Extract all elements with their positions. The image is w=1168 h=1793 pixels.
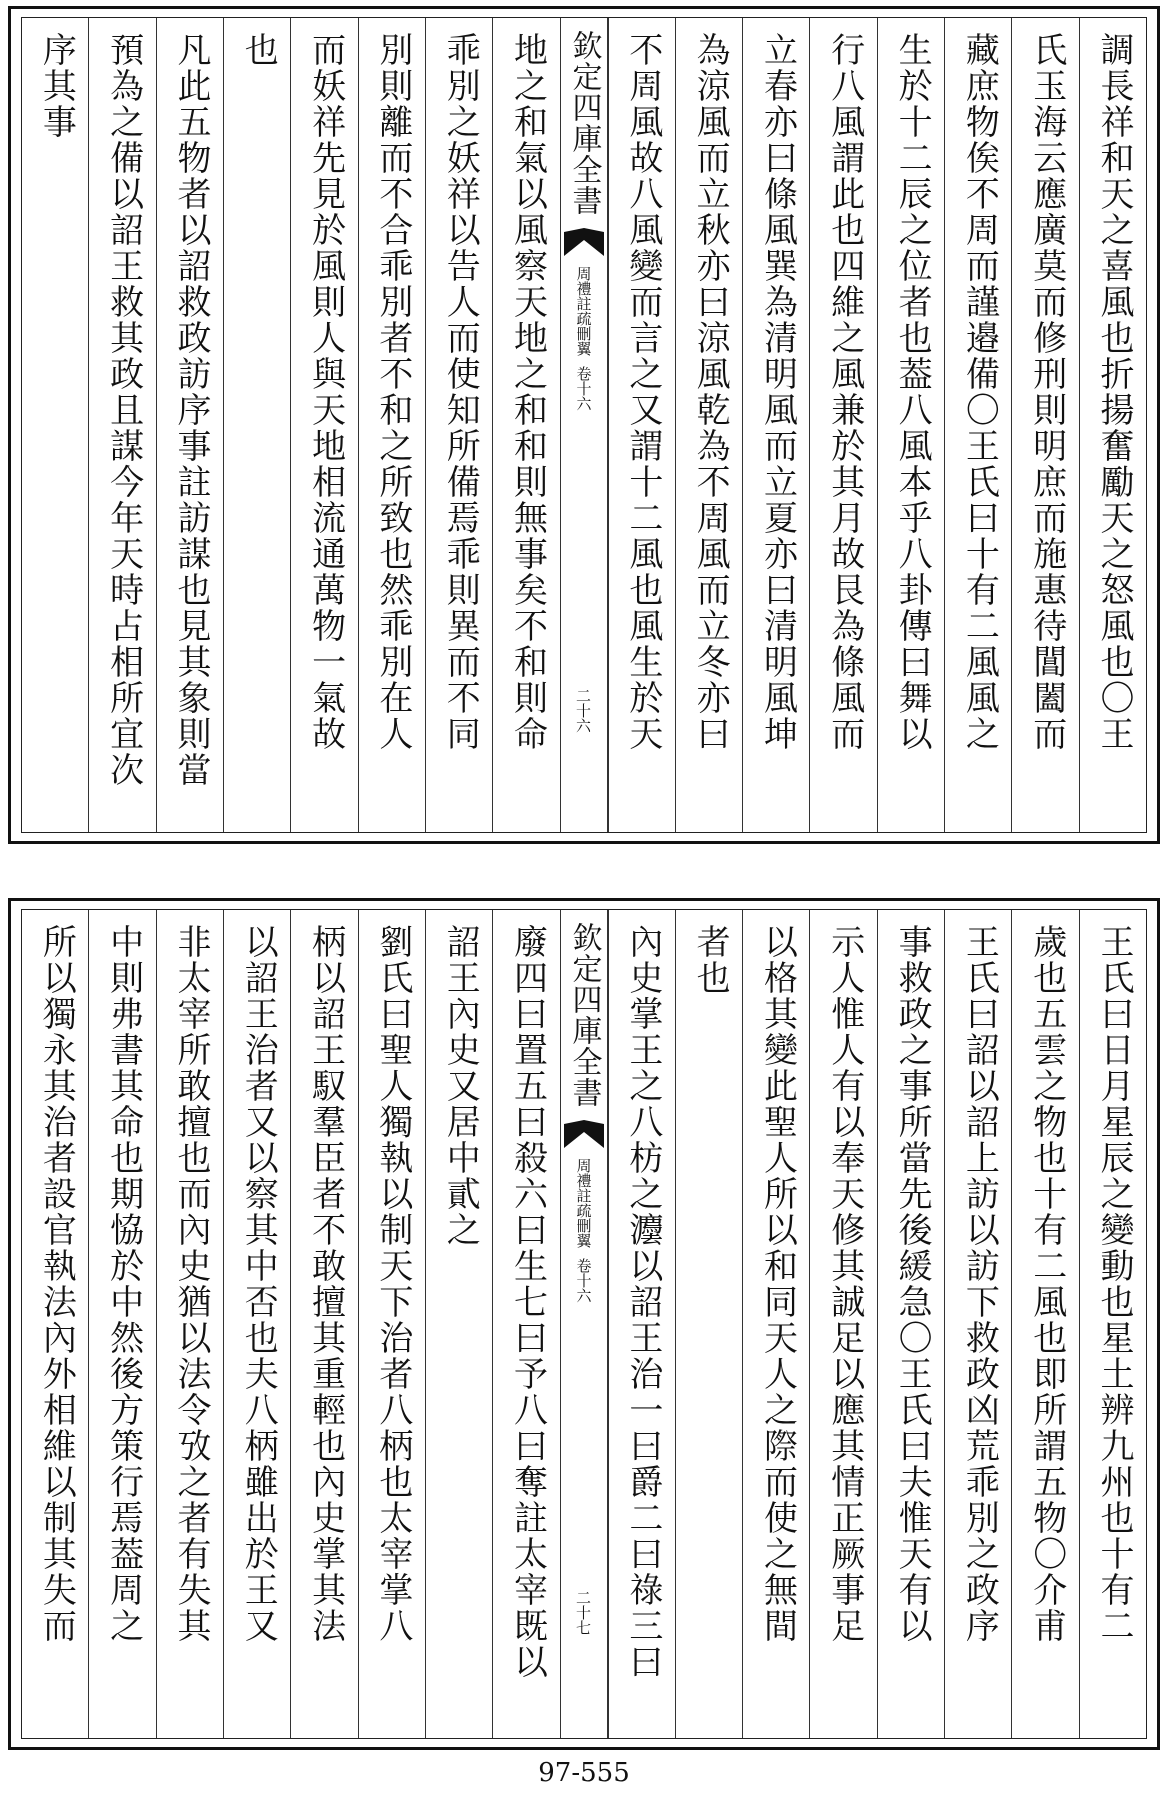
text-column: 預為之備以詔王救其政且謀今年天時占相所宜次 [88, 18, 155, 832]
center-margin [560, 910, 608, 1738]
text-column: 氏玉海云應廣莫而修刑則明庶而施惠待閶闔而 [1011, 18, 1078, 832]
text-column: 事救政之事所當先後緩急〇王氏曰夫惟天有以 [877, 910, 944, 1738]
text-column: 示人惟人有以奉天修其誠足以應其情正厥事足 [809, 910, 876, 1738]
text-column: 廢四曰置五曰殺六曰生七曰予八曰奪註太宰既以 [492, 910, 559, 1738]
text-column: 立春亦曰條風巽為清明風而立夏亦曰清明風坤 [742, 18, 809, 832]
volume-label: 卷十六 [574, 366, 593, 411]
text-column: 以格其變此聖人所以和同天人之際而使之無間 [742, 910, 809, 1738]
fish-tail-mark-icon [564, 1120, 604, 1148]
bottom-page-columns [21, 909, 1147, 1739]
text-column: 序其事 [36, 32, 77, 140]
text-column: 歲也五雲之物也十有二風也即所謂五物〇介甫 [1011, 910, 1078, 1738]
text-column: 凡此五物者以詔救政訪序事註訪謀也見其象則當 [156, 18, 223, 832]
collection-title: 欽定四庫全書 [566, 922, 602, 1108]
text-column: 藏庶物俟不周而謹邉備〇王氏曰十有二風風之 [944, 18, 1011, 832]
page-number: 二十七 [574, 1590, 592, 1635]
bottom-page [8, 898, 1160, 1750]
text-column: 地之和氣以風察天地之和和則無事矣不和則命 [492, 18, 559, 832]
text-column: 生於十二辰之位者也葢八風本乎八卦傳曰舞以 [877, 18, 944, 832]
collection-title: 欽定四庫全書 [566, 30, 602, 216]
scan-page-number: 97-555 [538, 1758, 630, 1788]
text-column: 乖別之妖祥以告人而使知所備焉乖則異而不同 [425, 18, 492, 832]
text-column: 詔王內史又居中貳之 [425, 910, 492, 1738]
top-page-columns [21, 17, 1147, 833]
text-column: 行八風謂此也四維之風兼於其月故艮為條風而 [809, 18, 876, 832]
page-number: 二十六 [574, 688, 592, 733]
text-column: 劉氏曰聖人獨執以制天下治者八柄也太宰掌八 [358, 910, 425, 1738]
text-column: 調長祥和天之喜風也折揚奮勵天之怒風也〇王 [1079, 18, 1146, 832]
text-column: 以詔王治者又以察其中否也夫八柄雖出於王又 [223, 910, 290, 1738]
text-column: 者也 [675, 910, 742, 1738]
text-column: 別則離而不合乖別者不和之所致也然乖別在人 [358, 18, 425, 832]
text-column: 非太宰所敢擅也而內史猶以法令攷之者有失其 [156, 910, 223, 1738]
text-column: 王氏曰詔以詔上訪以訪下救政凶荒乖別之政序 [944, 910, 1011, 1738]
book-title: 周禮註疏刪翼 [574, 266, 593, 356]
top-page [8, 6, 1160, 844]
volume-label: 卷十六 [574, 1258, 593, 1303]
text-column: 為涼風而立秋亦曰涼風乾為不周風而立冬亦曰 [675, 18, 742, 832]
book-title: 周禮註疏刪翼 [574, 1158, 593, 1248]
fish-tail-mark-icon [564, 228, 604, 256]
text-column: 柄以詔王馭羣臣者不敢擅其重輕也內史掌其法 [290, 910, 357, 1738]
text-column: 內史掌王之八枋之灋以詔王治一曰爵二曰祿三曰 [608, 910, 675, 1738]
text-column: 而妖祥先見於風則人與天地相流通萬物一氣故 [290, 18, 357, 832]
text-column: 也 [223, 18, 290, 832]
text-column: 所以獨永其治者設官執法內外相維以制其失而 [36, 924, 77, 1644]
text-column: 中則弗書其命也期恊於中然後方策行焉葢周之 [88, 910, 155, 1738]
text-column: 不周風故八風變而言之又謂十二風也風生於天 [608, 18, 675, 832]
text-column: 王氏曰日月星辰之變動也星土辨九州也十有二 [1079, 910, 1146, 1738]
center-margin [560, 18, 608, 832]
